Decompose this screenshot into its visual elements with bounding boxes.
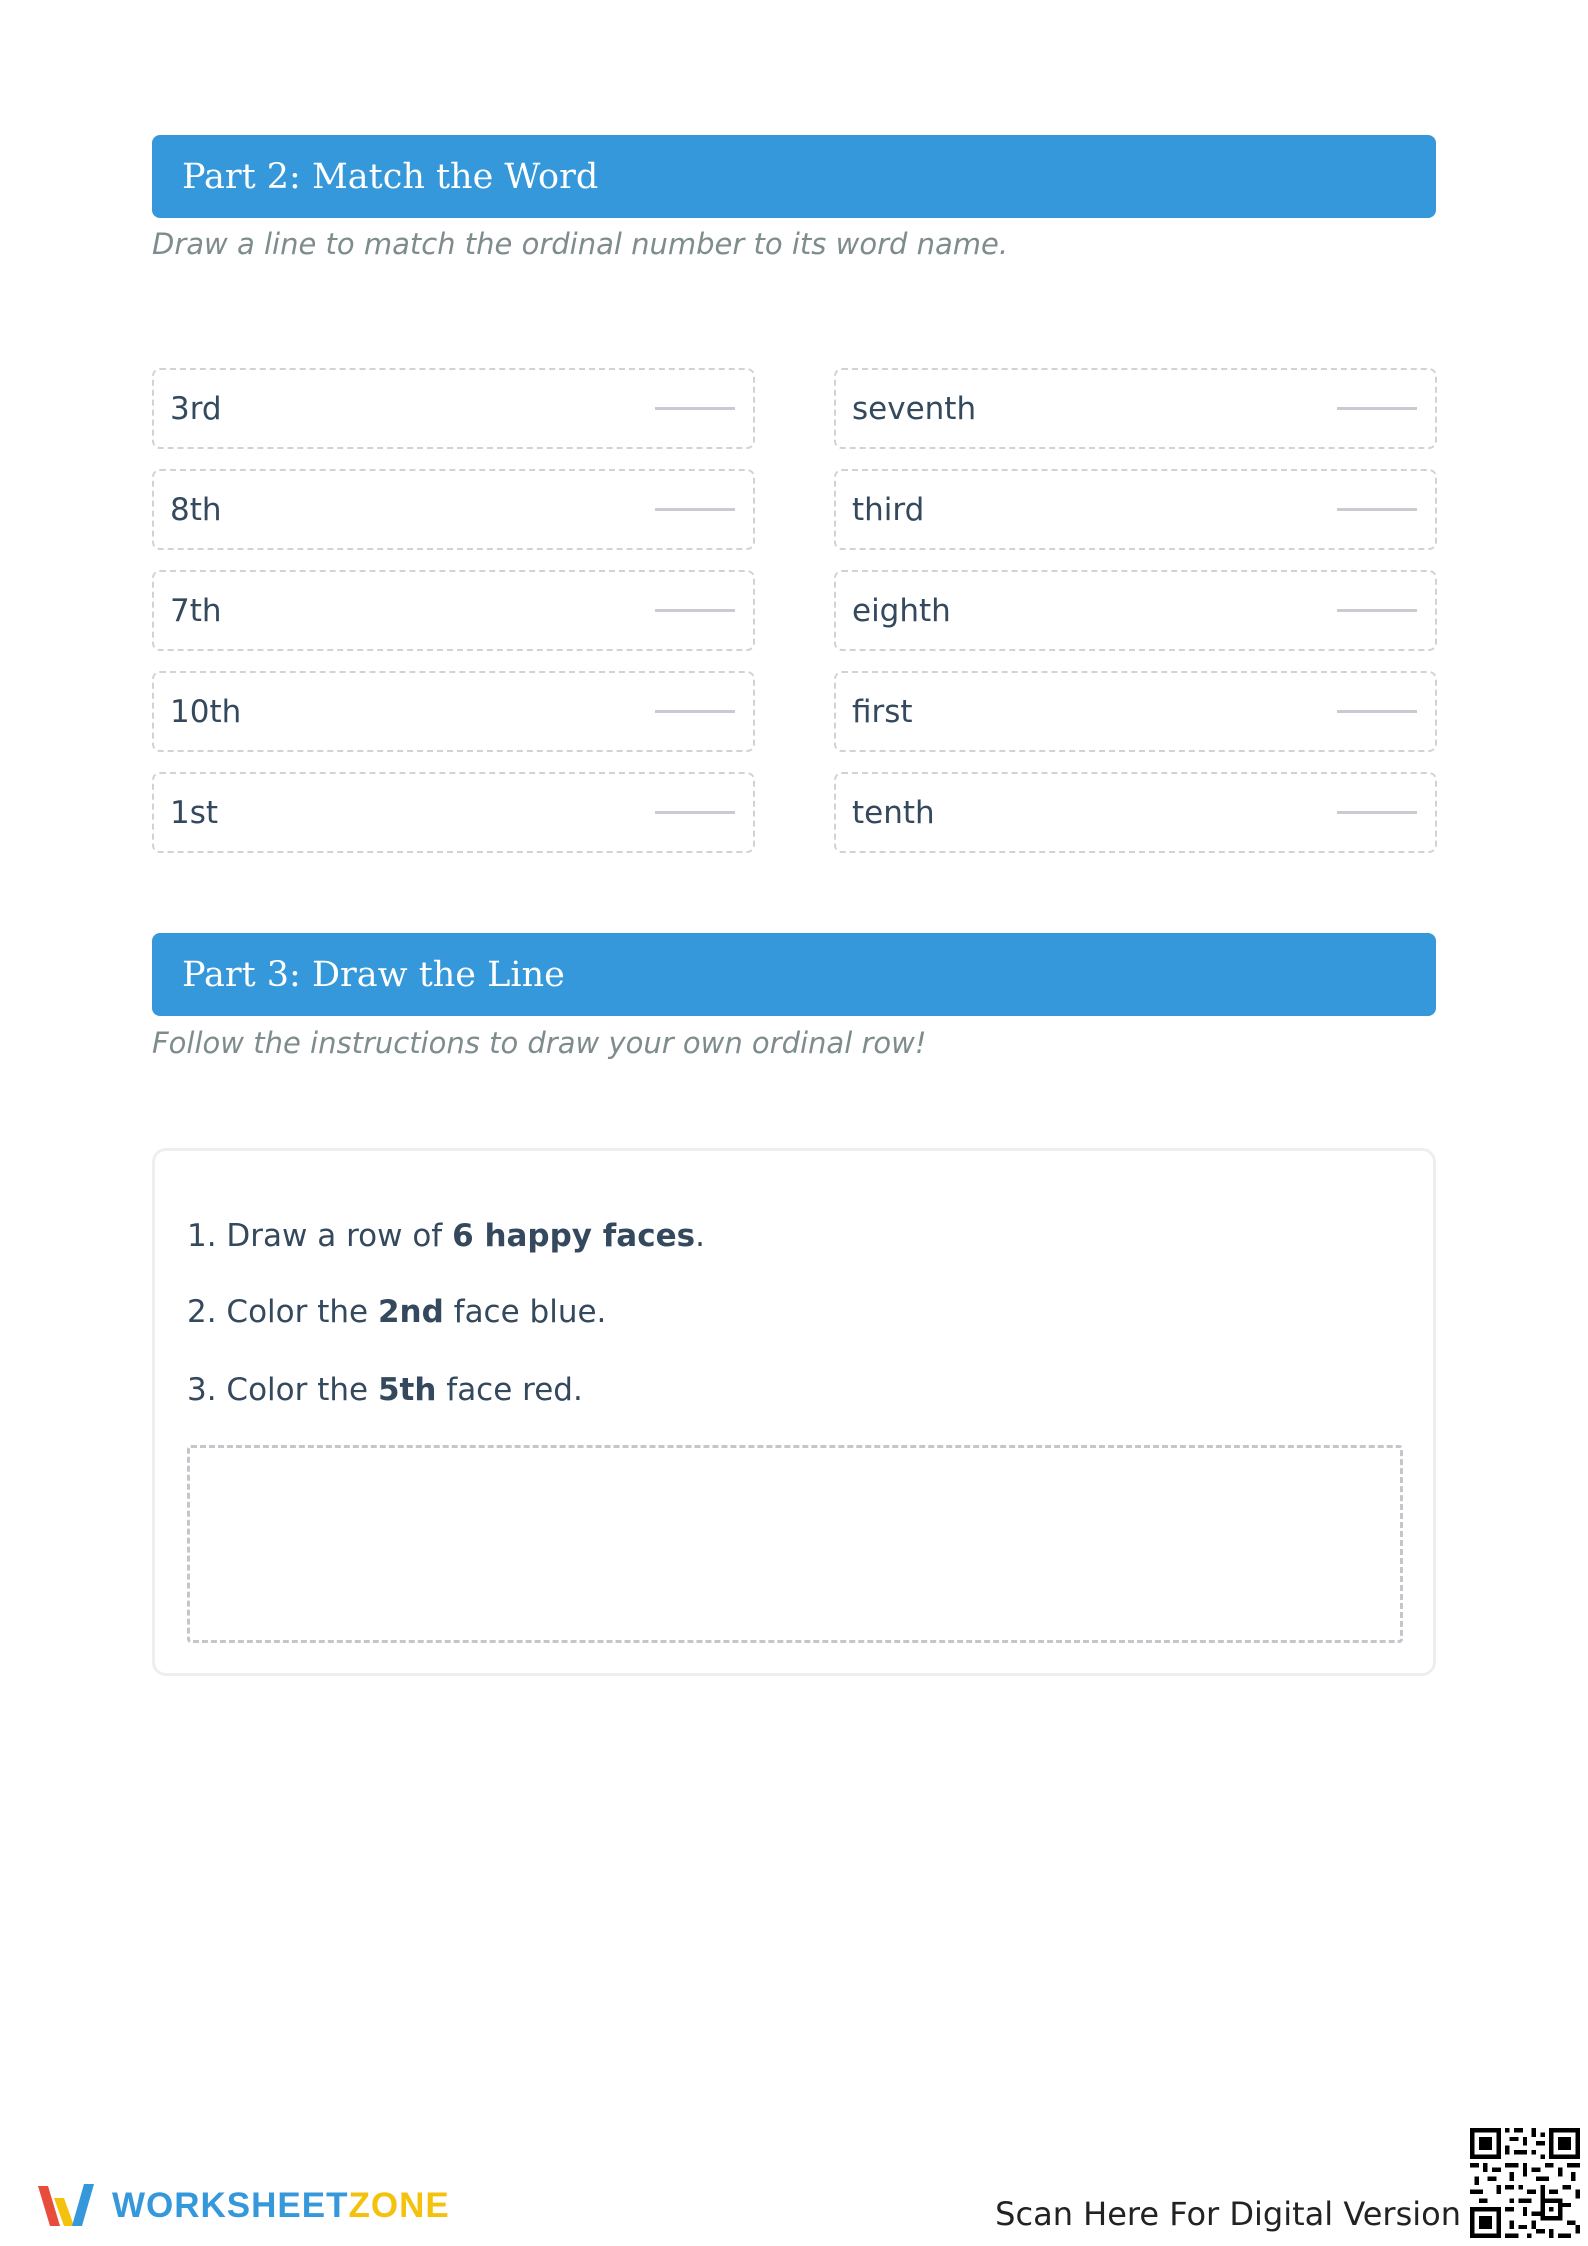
match-item-word[interactable]	[834, 570, 1437, 651]
instructions-box	[152, 1148, 1436, 1676]
answer-line	[655, 811, 735, 814]
brand-name-part2: ZONE	[348, 2186, 450, 2225]
part2-title: Part 2: Match the Word	[182, 156, 599, 197]
match-item-word[interactable]	[834, 772, 1437, 853]
match-item-number[interactable]	[152, 570, 755, 651]
match-item-word[interactable]	[834, 368, 1437, 449]
answer-line	[655, 609, 735, 612]
brand-name-part1: WORKSHEET	[112, 2186, 349, 2225]
instruction-text: 3. Color the	[187, 1372, 378, 1408]
part3-description: Follow the instructions to draw your own ordinal row!	[152, 1026, 927, 1060]
match-item-label: 7th	[170, 592, 222, 629]
part2-header	[152, 135, 1436, 218]
answer-line	[1337, 609, 1417, 612]
instruction-emphasis: 2nd	[377, 1294, 444, 1330]
answer-line	[655, 407, 735, 410]
match-item-label: tenth	[852, 794, 935, 831]
qr-code-icon[interactable]	[1470, 2128, 1580, 2238]
match-item-label: eighth	[852, 592, 951, 629]
instruction-text: face blue.	[443, 1294, 607, 1330]
match-item-label: 3rd	[170, 390, 222, 427]
part3-title: Part 3: Draw the Line	[182, 954, 565, 995]
instruction-emphasis: 6 happy faces	[452, 1218, 696, 1254]
scan-caption: Scan Here For Digital Version	[995, 2195, 1461, 2233]
match-item-number[interactable]	[152, 671, 755, 752]
answer-line	[1337, 710, 1417, 713]
match-item-number[interactable]	[152, 368, 755, 449]
instruction-text: 1. Draw a row of	[187, 1218, 453, 1254]
match-item-word[interactable]	[834, 469, 1437, 550]
instruction-step	[187, 1294, 606, 1330]
brand-name	[112, 2186, 450, 2226]
match-item-label: seventh	[852, 390, 977, 427]
worksheetzone-logo-icon	[34, 2178, 94, 2234]
drawing-area[interactable]	[187, 1445, 1403, 1643]
answer-line	[1337, 407, 1417, 410]
instruction-step	[187, 1218, 705, 1254]
part2-description: Draw a line to match the ordinal number to its word name.	[152, 227, 1009, 261]
instruction-step	[187, 1372, 583, 1408]
answer-line	[655, 710, 735, 713]
match-item-label: 10th	[170, 693, 242, 730]
match-item-label: third	[852, 491, 925, 528]
instruction-text: .	[695, 1218, 705, 1254]
match-column-numbers	[152, 368, 755, 873]
part3-header	[152, 933, 1436, 1016]
instruction-emphasis: 5th	[377, 1372, 437, 1408]
answer-line	[655, 508, 735, 511]
footer-logo[interactable]	[34, 2178, 450, 2234]
answer-line	[1337, 508, 1417, 511]
match-item-number[interactable]	[152, 469, 755, 550]
match-item-label: 1st	[170, 794, 219, 831]
instruction-text: 2. Color the	[187, 1294, 378, 1330]
match-item-label: first	[852, 693, 913, 730]
match-item-number[interactable]	[152, 772, 755, 853]
match-item-word[interactable]	[834, 671, 1437, 752]
answer-line	[1337, 811, 1417, 814]
match-column-words	[834, 368, 1437, 873]
instruction-text: face red.	[436, 1372, 583, 1408]
match-item-label: 8th	[170, 491, 222, 528]
